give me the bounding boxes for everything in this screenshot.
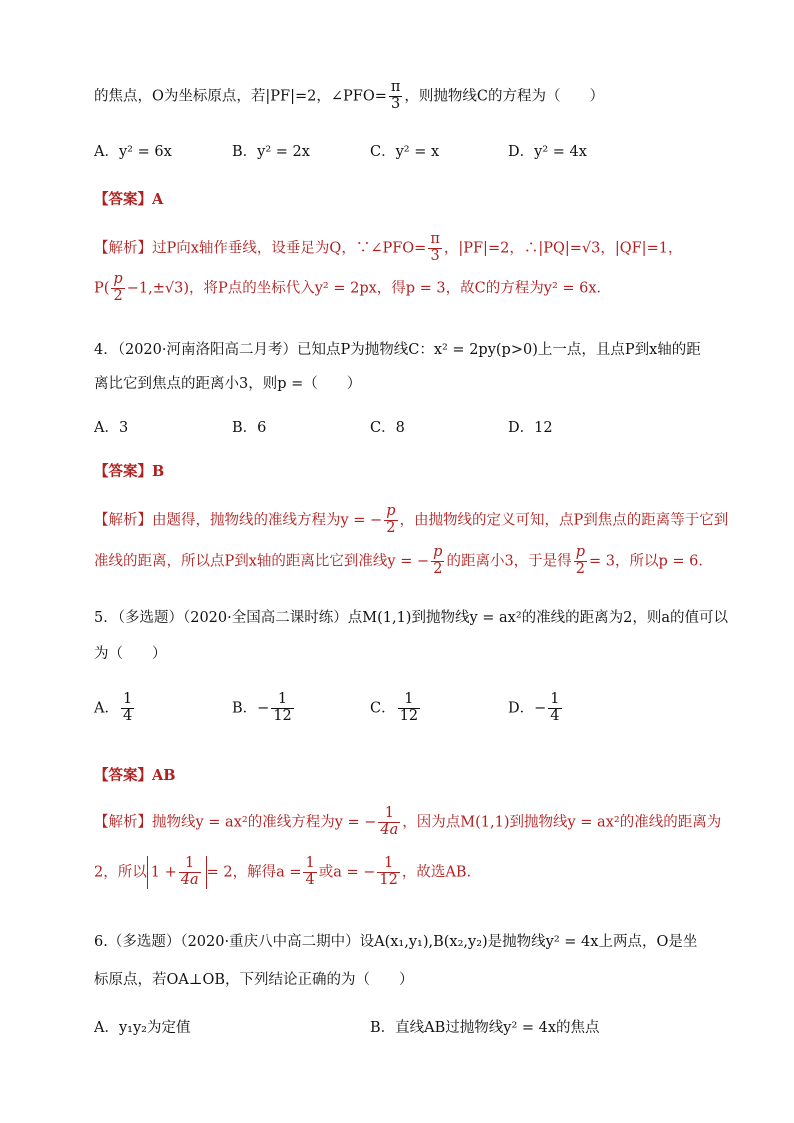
fraction	[431, 545, 444, 578]
q5-option-c	[370, 692, 422, 725]
q6-stem-line2: 标原点，若OA⊥OB，下列结论正确的为（ ）	[94, 972, 414, 988]
q6-stem-line1: 6.（多选题）（2020·重庆八中高二期中）设A(x₁,y₁),B(x₂,y₂)是抛物线y² = 4x上两点，O是坐	[94, 934, 698, 950]
fraction-denominator: 4a	[380, 821, 399, 838]
analysis-text: = 3，所以p = 6．	[588, 553, 713, 570]
analysis-text: 的距离小3，于是得	[446, 553, 572, 570]
fraction-numerator: 1	[305, 855, 315, 871]
q4-option-b: B．6	[232, 420, 267, 436]
q6-option-b: B．直线AB过抛物线y² = 4x的焦点	[370, 1020, 600, 1036]
fraction	[377, 856, 399, 889]
q5-stem-line2: 为（ ）	[94, 646, 167, 662]
q4-option-a: A．3	[94, 420, 129, 436]
analysis-text: 【解析】抛物线y = ax²的准线方程为y = −	[94, 814, 377, 831]
q4-stem-line2: 离比它到焦点的距离小3，则p =（ ）	[94, 376, 362, 392]
fraction-numerator: 1	[404, 691, 414, 707]
fraction-numerator: 1	[122, 691, 133, 707]
q4-analysis-line1	[94, 503, 729, 537]
analysis-text: 【解析】过P向x轴作垂线，设垂足为Q，∵∠PFO=	[94, 240, 427, 257]
q5-analysis-line2	[94, 856, 714, 889]
q5-option-a	[94, 692, 136, 725]
fraction	[179, 856, 201, 889]
fraction-numerator: 1	[550, 691, 560, 707]
q3-stem-tail: ，则抛物线C的方程为（ ）	[404, 88, 604, 105]
fraction-numerator: p	[113, 271, 123, 287]
fraction	[271, 692, 293, 725]
q5-stem-line1: 5．（多选题）（2020·全国高二课时练）点M(1,1)到抛物线y = ax²的准线的距离为2，则a的值可以	[94, 610, 729, 626]
abs-inner-text: 1 +	[150, 864, 177, 881]
analysis-text: ，|PF|=2，∴|PQ|=√3，|QF|=1，	[443, 240, 683, 257]
q5-analysis-line1	[94, 805, 722, 839]
fraction-numerator: 1	[384, 805, 394, 821]
q5-answer: 【答案】AB	[94, 767, 176, 784]
absolute-value	[147, 856, 207, 889]
fraction-denominator: 2	[574, 561, 587, 578]
fraction-denominator: 4	[305, 871, 315, 888]
option-label: C．	[370, 700, 396, 717]
q3-stem-text: 的焦点，O为坐标原点，若|PF|=2，∠PFO=	[94, 88, 387, 105]
fraction	[574, 545, 587, 578]
q3-analysis-line2	[94, 272, 714, 305]
q3-option-a: A．y² = 6x	[94, 144, 172, 160]
q5-option-d	[508, 692, 564, 725]
fraction-denominator: 2	[384, 520, 397, 537]
q3-option-d: D．y² = 4x	[508, 144, 587, 160]
fraction-denominator: 4	[550, 707, 560, 724]
fraction	[384, 504, 397, 537]
analysis-text: 准线的距离，所以点P到x轴的距离比它到准线y = −	[94, 553, 430, 570]
fraction-denominator: 4a	[180, 871, 199, 888]
fraction-denominator: 2	[111, 288, 124, 305]
fraction-numerator: 1	[277, 691, 288, 707]
fraction	[398, 692, 420, 725]
fraction	[111, 272, 124, 305]
fraction-numerator: p	[575, 544, 585, 560]
q4-option-d: D．12	[508, 420, 553, 436]
q3-stem-line	[94, 80, 714, 113]
option-label: A．	[94, 700, 119, 717]
q3-analysis-line1	[94, 232, 714, 265]
q4-option-c: C．8	[370, 420, 405, 436]
q4-analysis-line2	[94, 545, 714, 578]
q3-option-c: C．y² = x	[370, 144, 440, 160]
fraction	[121, 692, 134, 725]
analysis-text: 2，所以	[94, 864, 147, 881]
q4-stem-line1: 4．（2020·河南洛阳高二月考）已知点P为抛物线C：x² = 2py(p>0)上一点，且点P到x轴的距	[94, 342, 701, 358]
analysis-text: 【解析】由题得，抛物线的准线方程为y = −	[94, 512, 383, 529]
fraction	[303, 856, 316, 889]
fraction-denominator: 3	[428, 248, 442, 265]
fraction-numerator: 1	[185, 855, 195, 871]
fraction	[548, 692, 561, 725]
fraction-numerator: p	[386, 503, 396, 519]
fraction-numerator: π	[430, 231, 440, 247]
fraction-denominator: 12	[379, 871, 398, 888]
fraction	[389, 80, 403, 113]
fraction-denominator: 3	[389, 96, 403, 113]
fraction-numerator: π	[390, 79, 401, 95]
fraction-denominator: 4	[122, 707, 133, 724]
analysis-text: P(	[94, 280, 110, 297]
analysis-text: ，由抛物线的定义可知，点P到焦点的距离等于它到	[399, 512, 729, 529]
q4-answer: 【答案】B	[94, 463, 165, 480]
fraction-denominator: 12	[273, 707, 292, 724]
fraction	[428, 232, 442, 265]
option-label: D．−	[508, 700, 547, 717]
fraction-numerator: p	[433, 544, 443, 560]
analysis-text: 或a = −	[318, 864, 376, 881]
fraction	[378, 806, 400, 839]
option-label: B．−	[232, 700, 270, 717]
q3-answer: 【答案】A	[94, 191, 164, 208]
q6-option-a: A．y₁y₂为定值	[94, 1020, 191, 1036]
q3-option-b: B．y² = 2x	[232, 144, 310, 160]
analysis-text: = 2，解得a =	[206, 864, 302, 881]
fraction-numerator: 1	[384, 855, 394, 871]
fraction-denominator: 12	[399, 707, 419, 724]
fraction-denominator: 2	[431, 561, 444, 578]
analysis-text: ，因为点M(1,1)到抛物线y = ax²的准线的距离为	[402, 814, 722, 831]
q5-option-b	[232, 692, 296, 725]
analysis-text: −1,±√3)，将P点的坐标代入y² = 2px，得p = 3，故C的方程为y² = 6x．	[126, 280, 612, 297]
analysis-text: ，故选AB.	[401, 864, 472, 881]
